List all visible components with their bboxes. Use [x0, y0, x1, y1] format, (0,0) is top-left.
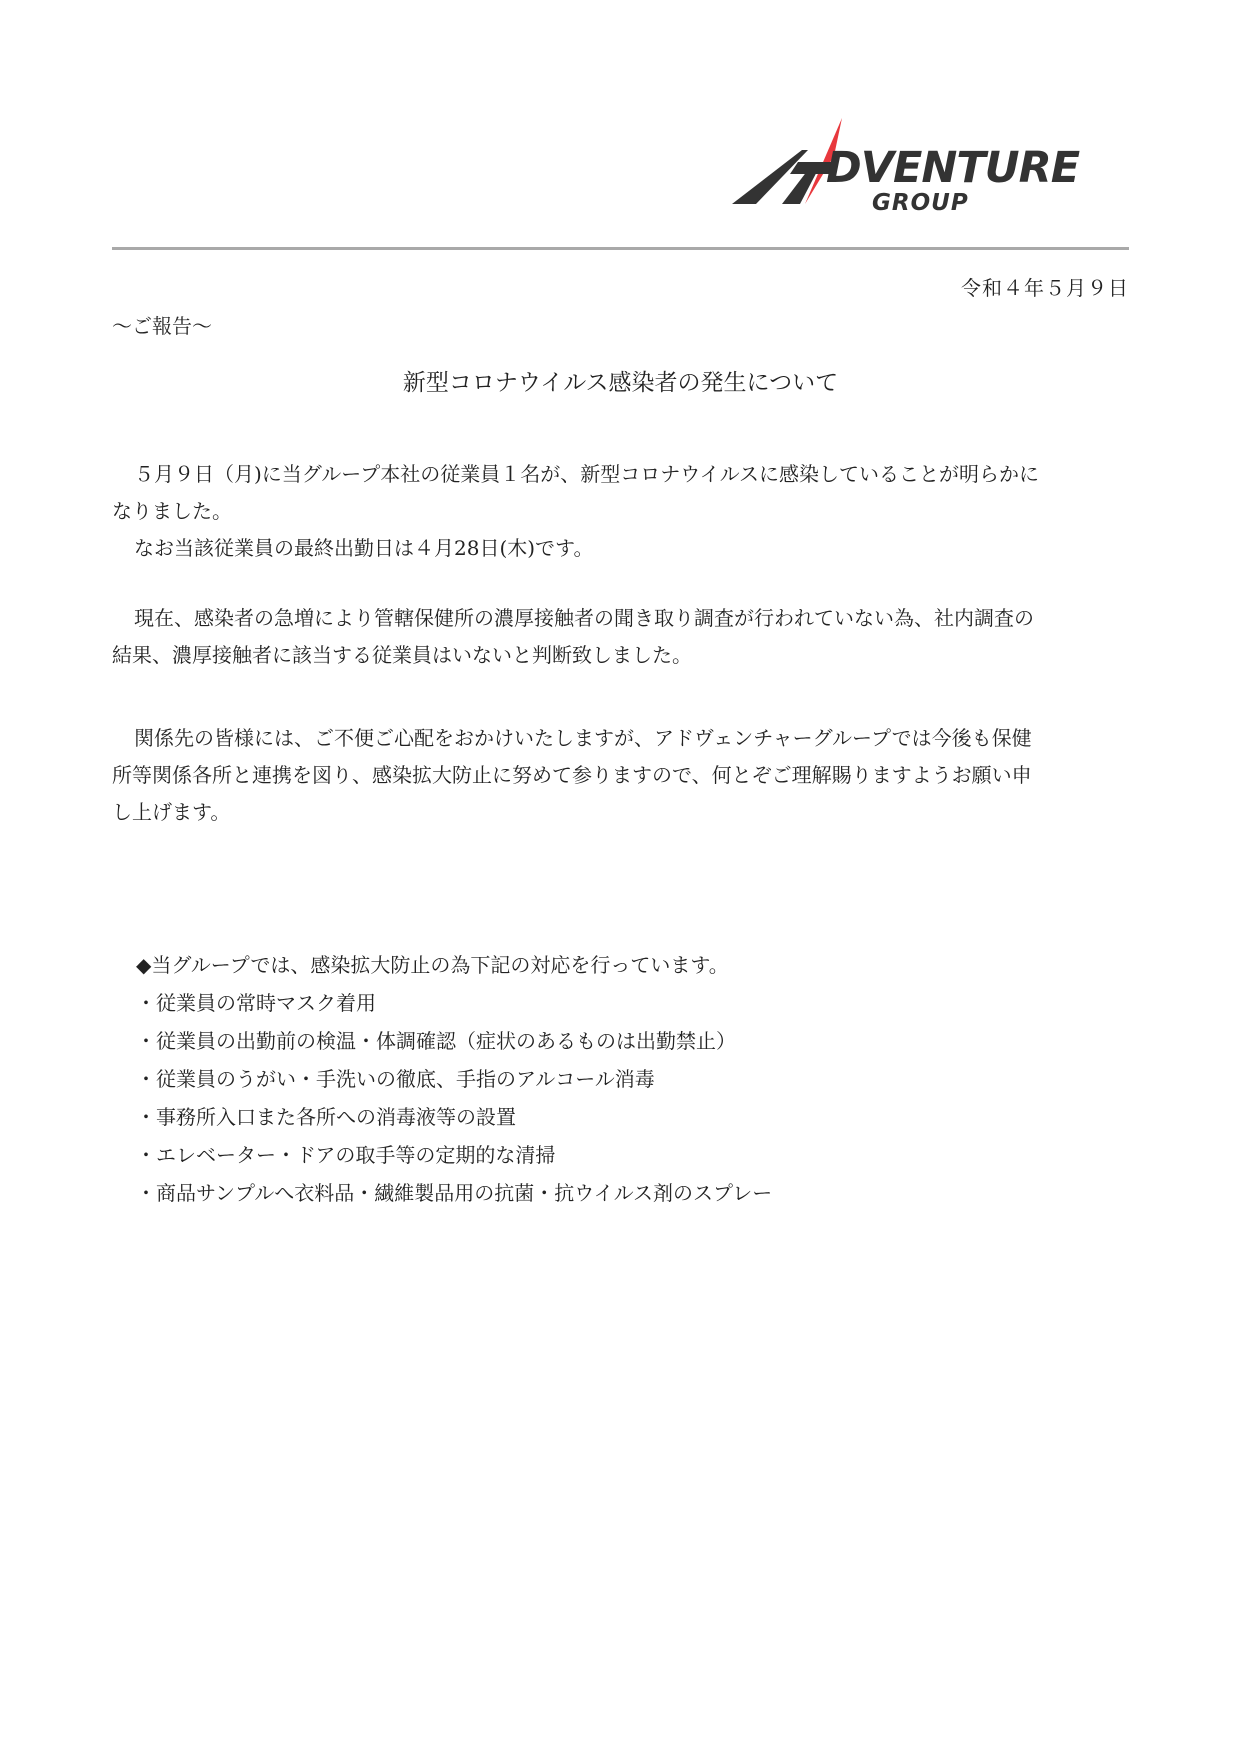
measures-heading: ◆当グループでは、感染拡大防止の為下記の対応を行っています。 [136, 953, 729, 977]
paragraph-line: なりました。 [112, 499, 232, 523]
report-label: ～ご報告～ [112, 314, 212, 338]
logo-brand-text: DVENTURE [826, 143, 1080, 193]
measure-item: ・商品サンプルへ衣料品・繊維製品用の抗菌・抗ウイルス剤のスプレー [136, 1181, 773, 1205]
paragraph-line: し上げます。 [112, 800, 231, 824]
paragraph-line: 結果、濃厚接触者に該当する従業員はいないと判断致しました。 [112, 643, 692, 667]
measure-item: ・従業員の出勤前の検温・体調確認（症状のあるものは出勤禁止） [136, 1029, 736, 1053]
paragraph-line: 現在、感染者の急増により管轄保健所の濃厚接触者の聞き取り調査が行われていない為、社内調査の [134, 606, 1034, 630]
paragraph-line: 関係先の皆様には、ご不便ご心配をおかけいたしますが、アドヴェンチャーグループでは今後も保健 [134, 726, 1032, 750]
paragraph-contact-investigation [112, 600, 1129, 674]
document-title: 新型コロナウイルス感染者の発生について [402, 370, 839, 396]
logo-group-text: GROUP [872, 190, 969, 216]
paragraph-infection-report [112, 456, 1129, 567]
paragraph-line: 所等関係各所と連携を図り、感染拡大防止に努めて参りますので、何とぞご理解賜りますようお願い申 [112, 763, 1032, 787]
document-date: 令和４年５月９日 [961, 276, 1129, 300]
paragraph-line: ５月９日（月)に当グループ本社の従業員１名が、新型コロナウイルスに感染していることが明らかに [134, 462, 1040, 486]
paragraph-line: なお当該従業員の最終出勤日は４月28日(木)です。 [134, 536, 594, 560]
measure-item: ・事務所入口また各所への消毒液等の設置 [136, 1105, 516, 1129]
header-divider [112, 247, 1129, 250]
measure-item: ・エレベーター・ドアの取手等の定期的な清掃 [136, 1143, 556, 1167]
paragraph-apology [112, 720, 1129, 831]
prevention-measures [136, 946, 772, 1212]
logo-graphic [730, 116, 1130, 216]
measure-item: ・従業員の常時マスク着用 [136, 991, 376, 1015]
adventure-group-logo [730, 116, 1130, 216]
measure-item: ・従業員のうがい・手洗いの徹底、手指のアルコール消毒 [136, 1067, 655, 1091]
